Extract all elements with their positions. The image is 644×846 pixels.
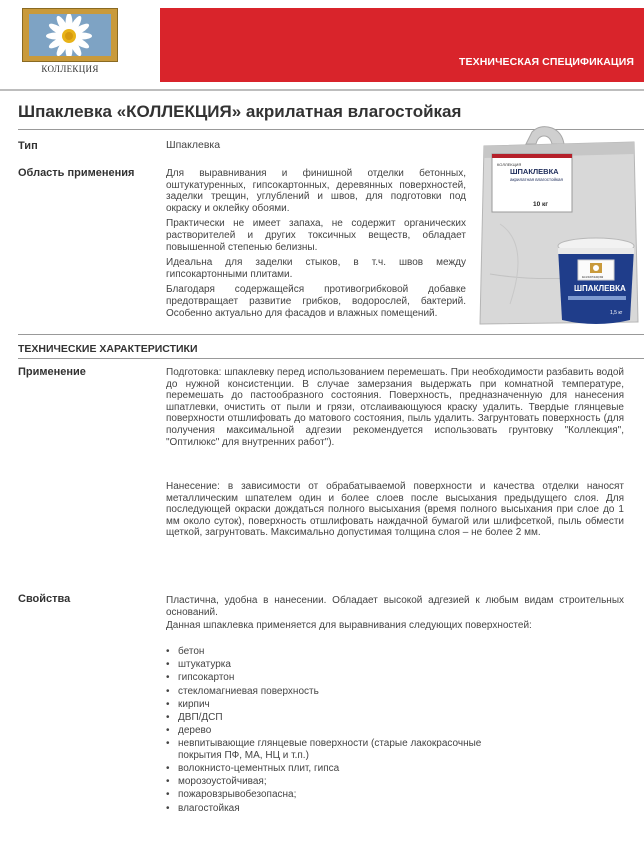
list-item: • невпитывающие глянцевые поверхности (старые лакокрасочные покрытия ПФ, МА, НЦ и т.п.)	[166, 738, 496, 761]
header-red-bar	[160, 8, 644, 82]
bag-weight: 10 кг	[533, 201, 548, 208]
bag-subtitle: акрилатная влагостойкая	[510, 177, 563, 182]
bucket-weight: 1,5 кг	[610, 310, 623, 316]
area-paragraph: Практически не имеет запаха, не содержит органических растворителей и других токсичных веществ, обладает повышенной степенью белизны.	[166, 218, 466, 253]
properties-intro: Данная шпаклевка применяется для выравнивания следующих поверхностей:	[166, 620, 532, 631]
surface-list	[166, 646, 496, 816]
list-item: • волокнисто-цементных плит, гипса	[166, 763, 496, 775]
bag-title: ШПАКЛЕВКА	[510, 167, 559, 176]
bucket-title: ШПАКЛЕВКА	[574, 284, 626, 293]
area-text	[166, 168, 466, 323]
properties-label: Свойства	[18, 593, 71, 605]
page-header	[0, 0, 644, 90]
list-item: • морозоустойчивая;	[166, 776, 496, 788]
product-image	[470, 124, 640, 334]
type-label: Тип	[18, 140, 38, 152]
list-item: • дерево	[166, 725, 496, 737]
bag-brand: КОЛЛЕКЦИЯ	[497, 162, 522, 167]
list-item: • гипсокартон	[166, 672, 496, 684]
area-paragraph: Идеальна для заделки стыков, в т.ч. швов между гипсокартонными плитами.	[166, 257, 466, 280]
header-divider	[0, 89, 644, 91]
list-item: • влагостойкая	[166, 803, 496, 815]
section-divider	[18, 334, 644, 335]
list-item: • стекломагниевая поверхность	[166, 686, 496, 698]
application-label: Применение	[18, 366, 86, 378]
area-paragraph: Благодаря содержащейся противогрибковой добавке предотвращает развитие грибков, водорослей, бактерий. Особенно актуально для фасадов и влажных помещений.	[166, 284, 466, 319]
list-item: • кирпич	[166, 699, 496, 711]
area-paragraph: Для выравнивания и финишной отделки бетонных, оштукатуренных, гипсокартонных, деревянных поверхностей, заделки трещин, углублений и швов, для подготовки под окраску и оклейку обоями.	[166, 168, 466, 214]
list-item: • бетон	[166, 646, 496, 658]
application-prep-text: Подготовка: шпаклевку перед использованием перемешать. При необходимости разбавить водой до нужной консистенции. В случае замерзания выдержать при комнатной температуре, перемешать до пастообразного состояния. Поверхность, предназначенную для нанесения шпатлевки, очистить от пыли и грязи, отслаивающуюся краску удалить. Твердые глянцевые поверхности отшлифовать до матового состояния, пыль удалить. Загрунтовать поверхность (для получения максимальной адгезии рекомендуется использовать грунтовку "Коллекция", "Оптилюкс" для внутренних работ").	[166, 367, 624, 448]
tech-section-heading: ТЕХНИЧЕСКИЕ ХАРАКТЕРИСТИКИ	[18, 343, 198, 355]
spec-label: ТЕХНИЧЕСКАЯ СПЕЦИФИКАЦИЯ	[459, 56, 634, 68]
section-divider	[18, 358, 644, 359]
list-item: • ДВП/ДСП	[166, 712, 496, 724]
page-title: Шпаклевка «КОЛЛЕКЦИЯ» акрилатная влагостойкая	[18, 102, 462, 121]
daisy-icon	[29, 14, 111, 56]
list-item: • штукатурка	[166, 659, 496, 671]
area-label: Область применения	[18, 167, 135, 179]
type-value: Шпаклевка	[166, 139, 221, 151]
properties-text: Пластична, удобна в нанесении. Обладает высокой адгезией к любым видам строительных оснований.	[166, 595, 624, 618]
bucket-brand: КОЛЛЕКЦИЯ	[582, 275, 604, 279]
logo-brand-text: КОЛЛЕКЦИЯ	[41, 64, 99, 74]
list-item: • пожаровзрывобезопасна;	[166, 789, 496, 801]
logo-frame	[22, 8, 118, 62]
brand-logo	[22, 8, 118, 74]
application-apply-text: Нанесение: в зависимости от обрабатываемой поверхности и качества отделки наносят металлическим шпателем один и более слоев после высыхания предыдущего слоя. Для последующей окраски дождаться полного высыхания (время полного высыхания при слое до 1 мм около суток), поверхность отшлифовать наждачной бумагой или шлифсеткой, пыль обмести щеткой, загрунтовать. Максимально допустимая толщина слоя – не более 2 мм.	[166, 481, 624, 539]
